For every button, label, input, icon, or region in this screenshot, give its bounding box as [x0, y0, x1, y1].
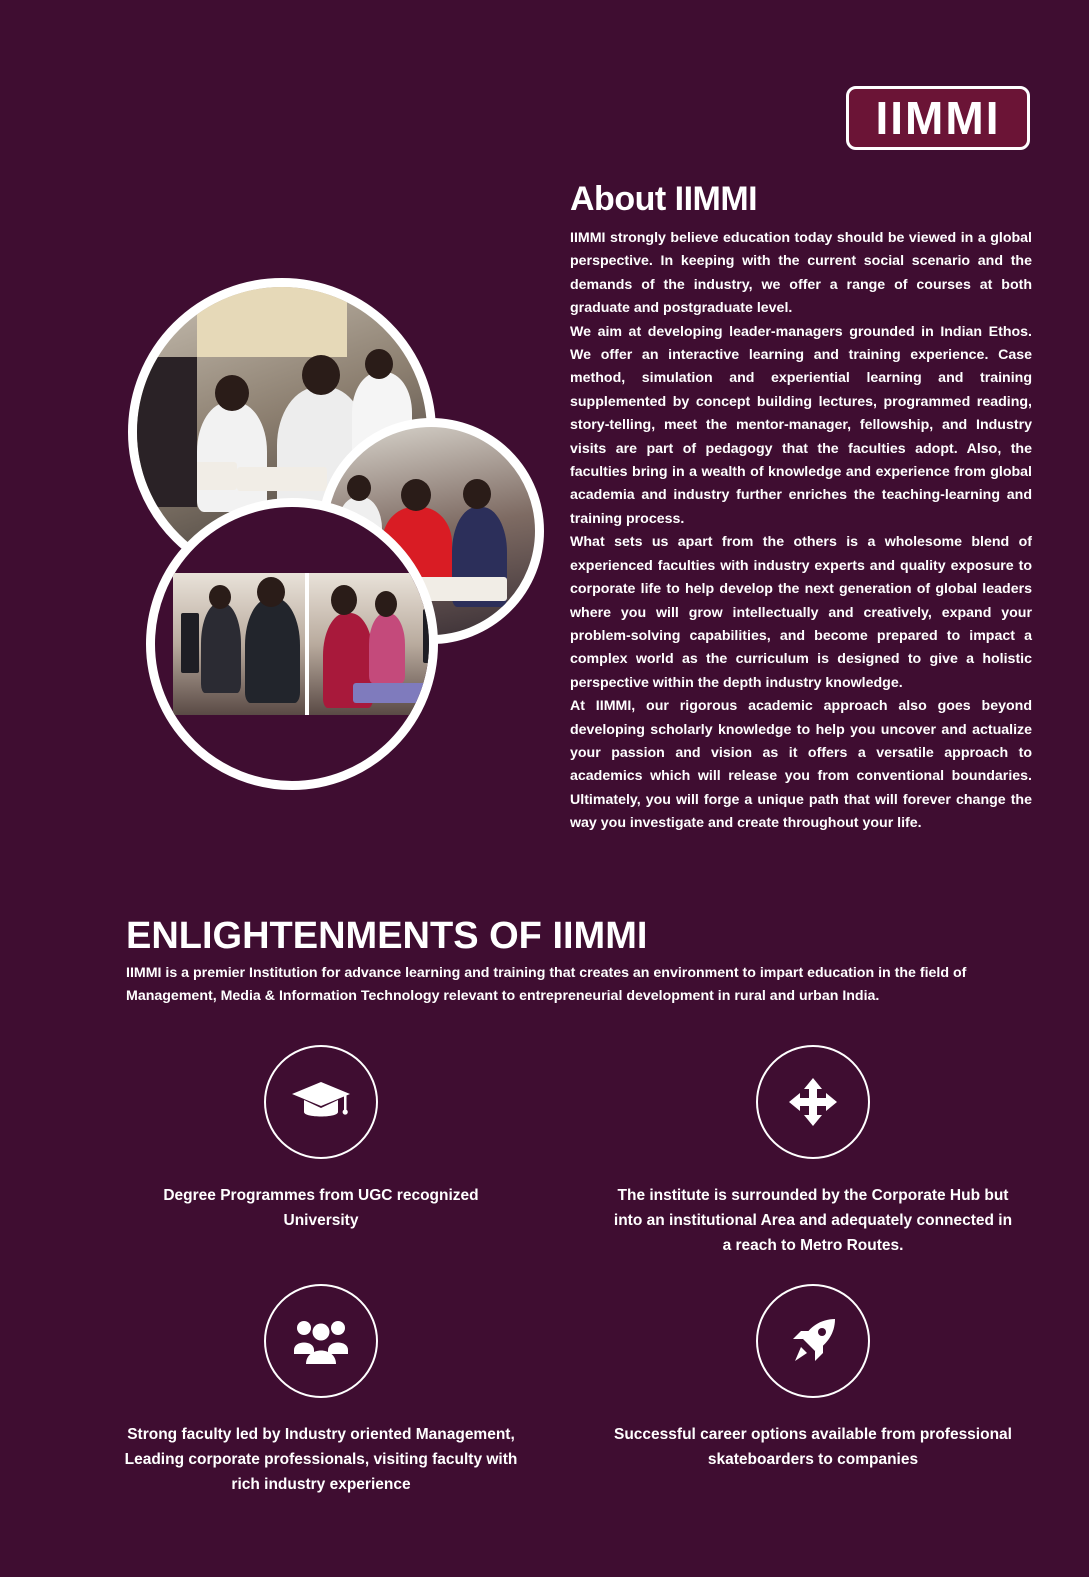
enlightenments-intro: IIMMI is a premier Institution for advance learning and training that creates an environment to impart education in the field of Management, Media & Information Technology relevant to entrepreneurial development in rural and urban India. [126, 965, 967, 1005]
feature-icon-ring [264, 1045, 378, 1159]
move-arrows-icon [788, 1077, 838, 1127]
rocket-icon [787, 1315, 839, 1367]
graduation-cap-icon [290, 1078, 352, 1126]
iimmi-logo [846, 86, 1030, 150]
group-icon [292, 1316, 350, 1366]
enlightenments-title: ENLIGHTENMENTS OF IIMMI [126, 915, 648, 957]
feature-career [610, 1284, 1016, 1472]
about-body [570, 227, 1032, 836]
feature-icon-ring [264, 1284, 378, 1398]
about-paragraph: We aim at developing leader-managers grounded in Indian Ethos. We offer an interactive learning and training experience. Case method, simulation and experiential learning and training supplemented by concept building lectures, programmed reading, story-telling, meet the mentor-manager, fellowship, and Industry visits are part of pedagogy that the faculties adopt. Also, the faculties bring in a wealth of knowledge and experience from global academia and industry further enriches the teaching-learning and training process. [570, 323, 1032, 527]
logo-text: IIMMI [875, 92, 1001, 144]
computer-lab-photo [146, 498, 438, 790]
about-paragraph: IIMMI strongly believe education today should be viewed in a global perspective. In keeping with the current social scenario and the demands of the industry, we offer a range of courses at both graduate and postgraduate level. [570, 230, 1032, 317]
feature-caption: Degree Programmes from UGC recognized University [163, 1187, 479, 1229]
feature-caption: Successful career options available from professional skateboarders to companies [614, 1426, 1012, 1468]
about-title: About IIMMI [570, 180, 758, 218]
feature-faculty [112, 1284, 530, 1497]
lab-scene [173, 573, 438, 715]
feature-degree-programmes [160, 1045, 482, 1233]
feature-location [610, 1045, 1016, 1258]
about-paragraph: At IIMMI, our rigorous academic approach also goes beyond developing scholarly knowledge to help you uncover and actualize your passion and vision as it offers a versatile approach to academics which will release you from conventional boundaries. Ultimately, you will forge a unique path that will forever change the way you investigate and create throughout your life. [570, 698, 1032, 832]
feature-caption: Strong faculty led by Industry oriented Management, Leading corporate professionals, visiting faculty with rich industry experience [124, 1426, 518, 1493]
about-paragraph: What sets us apart from the others is a wholesome blend of experienced faculties with industry experts and quality exposure to corporate life to help develop the next generation of global leaders where you will grow intellectually and creatively, expand your problem-solving capabilities, and become prepared to impact a complex world as the curriculum is designed to give a holistic perspective within the depth industry knowledge. [570, 534, 1032, 691]
feature-icon-ring [756, 1284, 870, 1398]
feature-caption: The institute is surrounded by the Corporate Hub but into an institutional Area and adequately connected in a reach to Metro Routes. [613, 1187, 1013, 1254]
feature-icon-ring [756, 1045, 870, 1159]
